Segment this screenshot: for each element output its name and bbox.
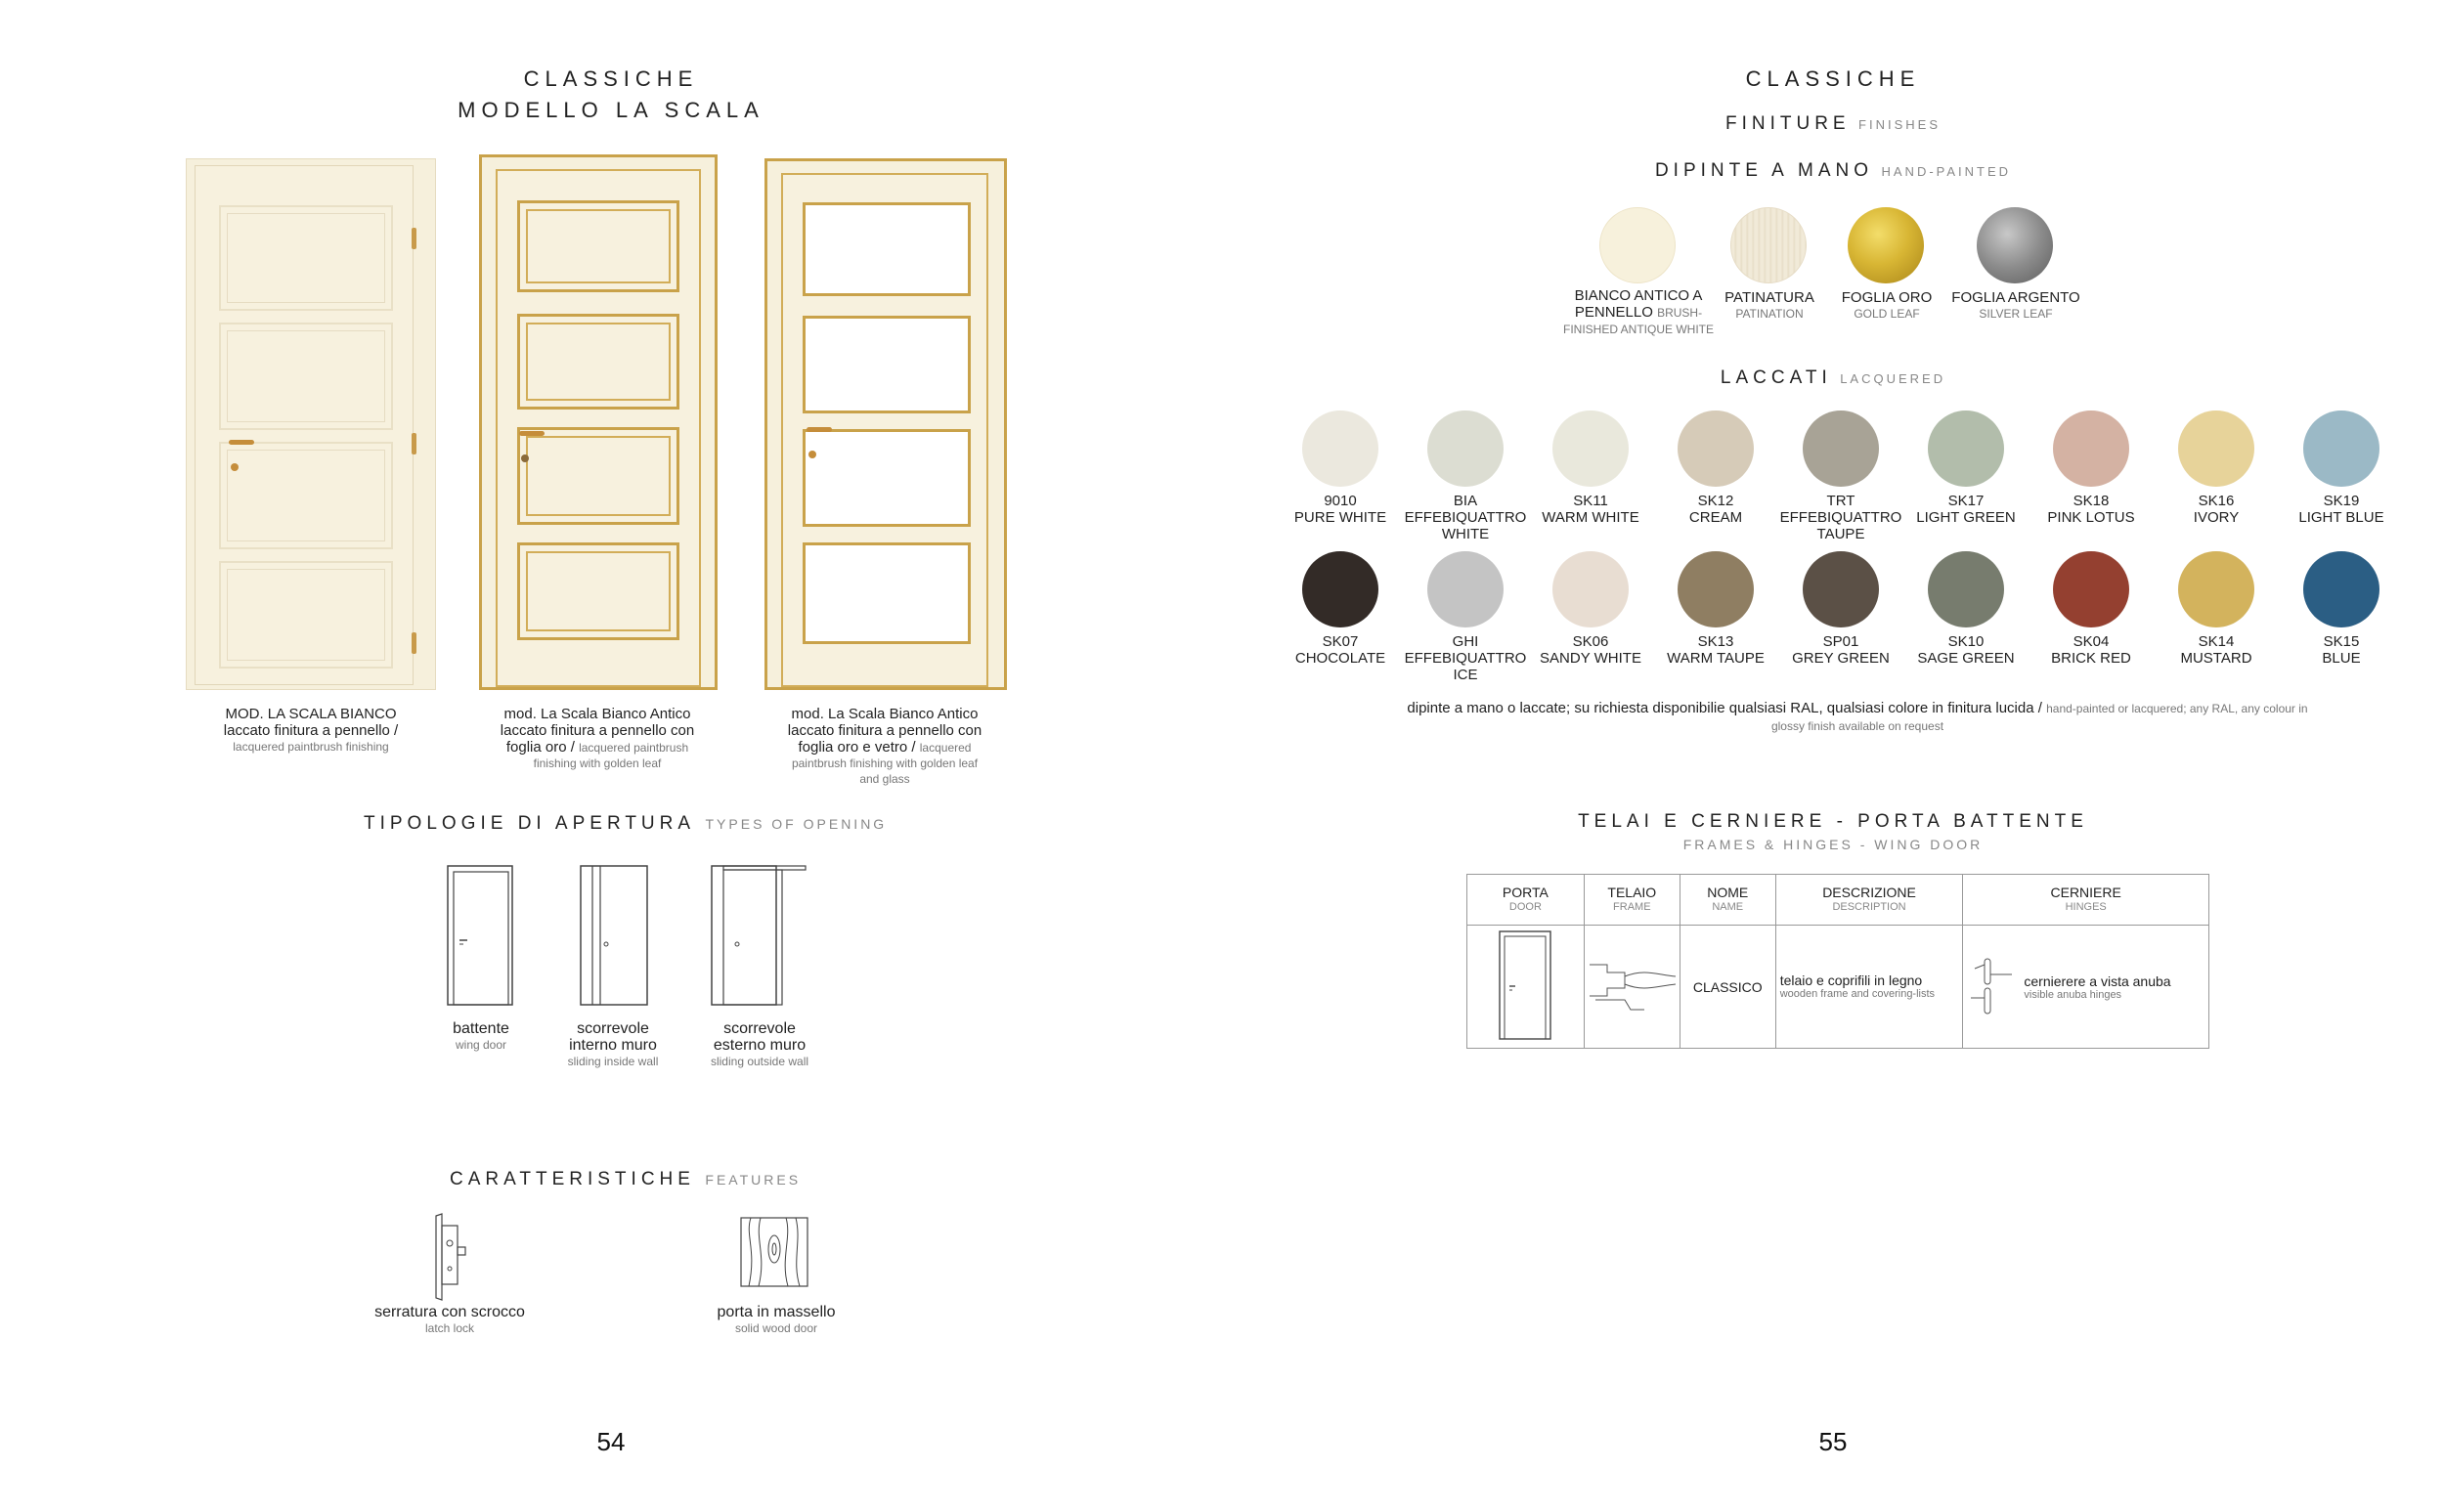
swatch-label-sk17: SK17 LIGHT GREEN [1916, 493, 2016, 526]
left-title: CLASSICHE [523, 66, 699, 91]
table-row [1467, 926, 2209, 1049]
swatch-sk19 [2303, 410, 2379, 487]
swatch-label-bia: BIA EFFEBIQUATTRO WHITE [1404, 493, 1527, 542]
swatch-sk06 [1552, 551, 1629, 627]
door-caption-2: mod. La Scala Bianco Antico laccato finitura a pennello con foglia oro / lacquered paintbrush finishing with golden leaf [500, 706, 695, 770]
sliding-outside-wall-icon [710, 862, 809, 1009]
finishes-heading: FINITURE FINISHES [1724, 113, 1942, 134]
opening-caption-3: scorrevole esterno muro sliding outside wall [710, 1020, 809, 1068]
frames-subheading: FRAMES & HINGES - WING DOOR [1682, 837, 1984, 852]
door-caption-3: mod. La Scala Bianco Antico laccato finitura a pennello con foglia oro e vetro / lacquered paintbrush finishing with golden leaf and glass [787, 706, 982, 786]
door-photo-antico-vetro [764, 158, 1007, 690]
opening-caption-1: battente wing door [453, 1020, 509, 1052]
col-cerniere: CERNIERE HINGES [1963, 875, 2209, 926]
right-title: CLASSICHE [1745, 66, 1921, 91]
swatch-sp01 [1803, 551, 1879, 627]
wing-door-icon [446, 864, 516, 1009]
swatch-sk15 [2303, 551, 2379, 627]
feature-caption-1: serratura con scrocco latch lock [374, 1304, 525, 1335]
swatch-label-sk18: SK18 PINK LOTUS [2047, 493, 2135, 526]
door-photo-bianco [186, 158, 436, 690]
swatch-sk13 [1678, 551, 1754, 627]
col-porta: PORTA DOOR [1467, 875, 1585, 926]
col-descrizione: DESCRIZIONE DESCRIPTION [1775, 875, 1963, 926]
swatch-patinatura [1730, 207, 1807, 283]
swatch-label-sk06: SK06 SANDY WHITE [1540, 633, 1641, 667]
swatch-ghi [1427, 551, 1504, 627]
swatch-label-sk19: SK19 LIGHT BLUE [2298, 493, 2384, 526]
swatch-sk07 [1302, 551, 1378, 627]
page-number-left: 54 [596, 1427, 626, 1456]
frame-section-icon [1586, 955, 1678, 1015]
swatch-sk12 [1678, 410, 1754, 487]
frames-heading: TELAI E CERNIERE - PORTA BATTENTE [1578, 811, 2088, 832]
swatch-bianco-antico [1599, 207, 1676, 283]
cell-door-drawing [1467, 926, 1585, 1049]
swatch-bia [1427, 410, 1504, 487]
swatch-sk14 [2178, 551, 2254, 627]
hand-painted-heading: DIPINTE A MANO HAND-PAINTED [1654, 160, 2012, 181]
swatch-label-foglia-oro: FOGLIA ORO GOLD LEAF [1841, 289, 1933, 321]
sliding-inside-wall-icon [579, 864, 651, 1009]
swatch-9010 [1302, 410, 1378, 487]
swatch-label-sk11: SK11 WARM WHITE [1542, 493, 1639, 526]
door-caption-1: MOD. LA SCALA BIANCO laccato finitura a pennello / lacquered paintbrush finishing [223, 706, 399, 754]
opening-caption-2: scorrevole interno muro sliding inside wall [567, 1020, 659, 1068]
swatch-sk16 [2178, 410, 2254, 487]
frames-table-header [1467, 875, 2209, 926]
swatch-label-foglia-argento: FOGLIA ARGENTO SILVER LEAF [1951, 289, 2080, 321]
swatch-sk17 [1928, 410, 2004, 487]
cell-hinges: cernierere a vista anuba visible anuba hinges [1963, 926, 2209, 1049]
swatch-label-sk16: SK16 IVORY [2193, 493, 2240, 526]
swatch-label-sk15: SK15 BLUE [2322, 633, 2361, 667]
swatch-sk11 [1552, 410, 1629, 487]
swatch-label-patinatura: PATINATURA PATINATION [1724, 289, 1814, 321]
swatch-label-sk14: SK14 MUSTARD [2180, 633, 2252, 667]
col-nome: NOME NAME [1680, 875, 1775, 926]
latch-lock-icon [428, 1212, 471, 1302]
swatch-label-sk07: SK07 CHOCOLATE [1294, 633, 1386, 667]
swatch-label-sk13: SK13 WARM TAUPE [1667, 633, 1765, 667]
door-drawing-icon [1498, 929, 1552, 1041]
left-subtitle: MODELLO LA SCALA [458, 98, 764, 122]
page-number-right: 55 [1818, 1427, 1848, 1456]
swatch-label-sp01: SP01 GREY GREEN [1792, 633, 1890, 667]
col-telaio: TELAIO FRAME [1584, 875, 1680, 926]
lacquered-heading: LACCATI LACQUERED [1720, 367, 1946, 388]
cell-frame-section [1584, 926, 1680, 1049]
swatch-foglia-argento [1977, 207, 2053, 283]
finishes-note: dipinte a mano o laccate; su richiesta disponibilie qualsiasi RAL, qualsiasi colore in finitura lucida / hand-painted or lacquered; any RAL, any colour in [1407, 700, 2308, 716]
right-page [1222, 0, 2444, 1512]
swatch-label-sk04: SK04 BRICK RED [2051, 633, 2131, 667]
swatch-sk18 [2053, 410, 2129, 487]
opening-heading: TIPOLOGIE DI APERTURA TYPES OF OPENING [364, 813, 888, 834]
swatch-label-sk10: SK10 SAGE GREEN [1917, 633, 2015, 667]
swatch-sk10 [1928, 551, 2004, 627]
swatch-sk04 [2053, 551, 2129, 627]
cell-name: CLASSICO [1680, 926, 1775, 1049]
anuba-hinge-icon [1967, 955, 2018, 1019]
swatch-trt [1803, 410, 1879, 487]
feature-caption-2: porta in massello solid wood door [717, 1304, 836, 1335]
finishes-note-en: glossy finish available on request [1770, 719, 1944, 733]
frames-table [1466, 874, 2209, 1049]
features-heading: CARATTERISTICHE FEATURES [450, 1169, 802, 1189]
swatch-label-sk12: SK12 CREAM [1688, 493, 1743, 526]
door-photo-antico-oro [479, 154, 718, 690]
swatch-label-ghi: GHI EFFEBIQUATTRO ICE [1404, 633, 1527, 683]
swatch-label-bianco-antico: BIANCO ANTICO A PENNELLO BRUSH- FINISHED ANTIQUE WHITE [1562, 287, 1714, 336]
cell-description: telaio e coprifili in legno wooden frame and covering-lists [1775, 926, 1963, 1049]
wood-grain-icon [739, 1216, 809, 1288]
swatch-foglia-oro [1848, 207, 1924, 283]
swatch-label-trt: TRT EFFEBIQUATTRO TAUPE [1779, 493, 1902, 542]
swatch-label-9010: 9010 PURE WHITE [1293, 493, 1387, 526]
